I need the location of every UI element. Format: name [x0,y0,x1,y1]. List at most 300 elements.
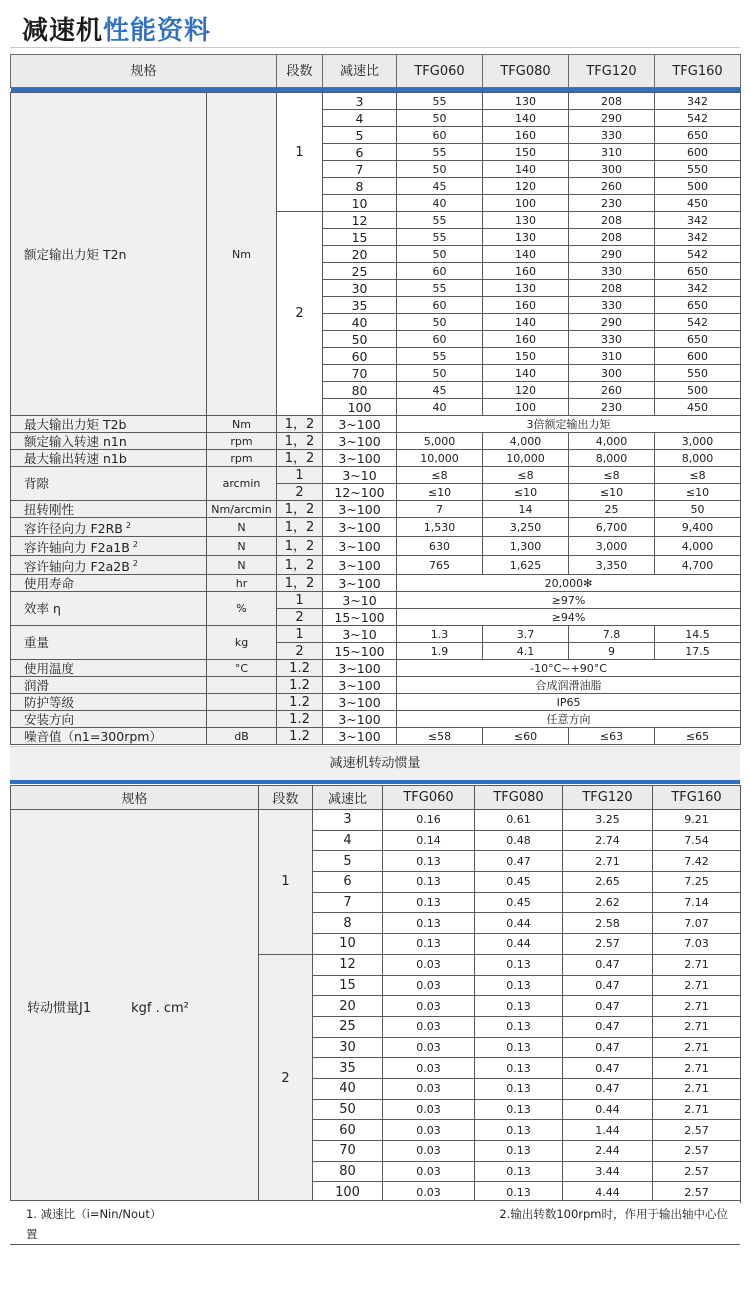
efficiency-row-stage: 2 [277,609,323,626]
value-cell: 0.13 [383,892,475,913]
axial-force-2-row-stage: 1，2 [277,556,323,575]
value-cell: 0.03 [383,1078,475,1099]
value-cell: 55 [397,212,483,229]
value-cell: 130 [483,280,569,297]
ratio-cell: 15 [323,229,397,246]
ratio-cell: 25 [313,1016,383,1037]
backlash-row-ratio: 3~10 [323,467,397,484]
value-cell: 1,625 [483,556,569,575]
stiffness-row-stage: 1，2 [277,501,323,518]
value-cell: 50 [397,365,483,382]
backlash-row-stage: 2 [277,484,323,501]
value-cell: 100 [483,399,569,416]
value-cell: 0.03 [383,1182,475,1203]
value-cell: 160 [483,297,569,314]
value-cell: 100 [483,195,569,212]
value-cell: 300 [569,365,655,382]
ratio-cell: 7 [313,892,383,913]
value-cell: 0.61 [475,810,563,831]
max-output-row-ratio: 3~100 [323,450,397,467]
value-cell: 2.71 [653,1099,741,1120]
weight-row-stage: 1 [277,626,323,643]
value-cell: 0.13 [475,1120,563,1141]
value-cell: 450 [655,399,741,416]
lubrication-row-label: 润滑 [11,677,207,694]
weight-row-label: 重量 [11,626,207,660]
mounting-row-label: 安装方向 [11,711,207,728]
noise-row-unit: dB [207,728,277,745]
value-cell: 7 [397,501,483,518]
value-cell: 160 [483,127,569,144]
header-model: TFG060 [383,786,475,810]
value-cell: ≤10 [569,484,655,501]
temperature-row-stage: 1.2 [277,660,323,677]
protection-row-unit [207,694,277,711]
value-cell: 0.03 [383,1099,475,1120]
value-cell: 600 [655,144,741,161]
value-cell: 130 [483,229,569,246]
value-cell: ≤8 [655,467,741,484]
axial-force-2-row-unit: N [207,556,277,575]
value-cell: 25 [569,501,655,518]
value-cell: 0.13 [383,913,475,934]
value-cell: 1,300 [483,537,569,556]
value-cell: 0.03 [383,1037,475,1058]
noise-row-ratio: 3~100 [323,728,397,745]
value-cell: 542 [655,246,741,263]
efficiency-row-ratio: 15~100 [323,609,397,626]
value-cell: 9,400 [655,518,741,537]
max-torque-row-value: 3倍额定输出力矩 [397,416,741,433]
footnote-ref: 2 [132,559,138,569]
weight-row-unit: kg [207,626,277,660]
value-cell: 650 [655,297,741,314]
value-cell: 6,700 [569,518,655,537]
value-cell: 0.13 [475,1099,563,1120]
protection-row-ratio: 3~100 [323,694,397,711]
value-cell: 0.48 [475,830,563,851]
header-stage: 段数 [277,55,323,88]
value-cell: 8,000 [655,450,741,467]
stiffness-row-label: 扭转刚性 [11,501,207,518]
inertia-table [10,785,741,1203]
radial-force-row [11,518,741,537]
value-cell: 2.57 [653,1141,741,1162]
ratio-cell: 20 [313,996,383,1017]
value-cell: 0.47 [563,1037,653,1058]
value-cell: ≤8 [397,467,483,484]
ratio-cell: 3 [313,810,383,831]
value-cell: 0.13 [475,1078,563,1099]
ratio-cell: 25 [323,263,397,280]
value-cell: 330 [569,263,655,280]
value-cell: ≤8 [483,467,569,484]
value-cell: 2.71 [653,1016,741,1037]
max-torque-row-unit: Nm [207,416,277,433]
ratio-cell: 8 [313,913,383,934]
lubrication-row [11,677,741,694]
header-model: TFG080 [475,786,563,810]
value-cell: 0.13 [475,1058,563,1079]
radial-force-row-ratio: 3~100 [323,518,397,537]
backlash-row-stage: 1 [277,467,323,484]
value-cell: 140 [483,246,569,263]
value-cell: 765 [397,556,483,575]
value-cell: 600 [655,348,741,365]
radial-force-row-unit: N [207,518,277,537]
value-cell: 150 [483,348,569,365]
ratio-cell: 50 [313,1099,383,1120]
value-cell: 4,700 [655,556,741,575]
value-cell: 45 [397,382,483,399]
inertia-unit: kgf . cm² [131,1000,189,1016]
ratio-cell: 50 [323,331,397,348]
value-cell: 230 [569,399,655,416]
value-cell: ≤10 [483,484,569,501]
value-cell: 130 [483,93,569,110]
ratio-cell: 10 [313,934,383,955]
ratio-cell: 100 [313,1182,383,1203]
efficiency-row-value: ≥97% [397,592,741,609]
footnote-1-continued: 置 [26,1227,38,1241]
max-torque-row-stage: 1，2 [277,416,323,433]
value-cell: 0.13 [383,851,475,872]
value-cell: 550 [655,365,741,382]
ratio-cell: 100 [323,399,397,416]
value-cell: 290 [569,110,655,127]
value-cell: 0.03 [383,975,475,996]
value-cell: 9.21 [653,810,741,831]
value-cell: 0.47 [563,954,653,975]
value-cell: 140 [483,314,569,331]
mounting-row-ratio: 3~100 [323,711,397,728]
axial-force-2-row [11,556,741,575]
value-cell: 50 [397,110,483,127]
value-cell: ≤10 [655,484,741,501]
value-cell: 140 [483,110,569,127]
inertia-header-row [11,786,741,810]
value-cell: 290 [569,246,655,263]
value-cell: 342 [655,212,741,229]
value-cell: 0.47 [563,1078,653,1099]
value-cell: 140 [483,365,569,382]
value-cell: 2.71 [653,1078,741,1099]
value-cell: 310 [569,348,655,365]
ratio-cell: 3 [323,93,397,110]
axial-force-1-row-ratio: 3~100 [323,537,397,556]
value-cell: 7.42 [653,851,741,872]
value-cell: ≤60 [483,728,569,745]
temperature-row-value: -10°C~+90°C [397,660,741,677]
backlash-row-ratio: 12~100 [323,484,397,501]
ratio-cell: 6 [313,872,383,893]
backlash-row-label: 背隙 [11,467,207,501]
title-divider [10,47,740,48]
value-cell: 4,000 [569,433,655,450]
value-cell: 2.57 [653,1120,741,1141]
stiffness-row [11,501,741,518]
ratio-cell: 8 [323,178,397,195]
value-cell: 330 [569,297,655,314]
value-cell: 230 [569,195,655,212]
header-ratio: 减速比 [323,55,397,88]
value-cell: 60 [397,127,483,144]
value-cell: 2.58 [563,913,653,934]
ratio-cell: 30 [313,1037,383,1058]
ratio-cell: 4 [323,110,397,127]
header-ratio: 减速比 [313,786,383,810]
value-cell: 45 [397,178,483,195]
ratio-cell: 35 [323,297,397,314]
value-cell: 10,000 [483,450,569,467]
header-spec: 规格 [11,786,259,810]
footnote-ref: 2 [125,521,131,530]
stage-1: 1 [277,93,323,212]
stiffness-row-unit: Nm/arcmin [207,501,277,518]
value-cell: 542 [655,110,741,127]
value-cell: 2.57 [653,1182,741,1203]
efficiency-row [11,592,741,609]
mounting-row [11,711,741,728]
ratio-cell: 70 [323,365,397,382]
value-cell: 0.47 [563,996,653,1017]
ratio-cell: 12 [313,954,383,975]
value-cell: 1.3 [397,626,483,643]
value-cell: 50 [397,314,483,331]
value-cell: 60 [397,297,483,314]
value-cell: 650 [655,127,741,144]
value-cell: 342 [655,229,741,246]
radial-force-row-stage: 1，2 [277,518,323,537]
mounting-row-value: 任意方向 [397,711,741,728]
value-cell: 5,000 [397,433,483,450]
value-cell: ≤58 [397,728,483,745]
value-cell: 2.71 [653,975,741,996]
protection-row-stage: 1.2 [277,694,323,711]
value-cell: 2.57 [653,1161,741,1182]
value-cell: 7.07 [653,913,741,934]
temperature-row-ratio: 3~100 [323,660,397,677]
value-cell: 40 [397,195,483,212]
ratio-cell: 6 [323,144,397,161]
value-cell: 0.03 [383,1141,475,1162]
value-cell: 0.03 [383,1161,475,1182]
ratio-cell: 7 [323,161,397,178]
value-cell: 0.47 [563,975,653,996]
inertia-label-text: 转动惯量J1 [27,1000,92,1016]
stage-1: 1 [259,810,313,955]
lubrication-row-value: 合成润滑油脂 [397,677,741,694]
value-cell: 0.13 [383,872,475,893]
value-cell: ≤63 [569,728,655,745]
efficiency-row-ratio: 3~10 [323,592,397,609]
value-cell: 140 [483,161,569,178]
max-torque-row [11,416,741,433]
header-model: TFG120 [569,55,655,88]
torque-label: 额定输出力矩 T2n [11,93,207,416]
stage-2: 2 [277,212,323,416]
page-title: 减速机性能资料 [22,16,212,46]
value-cell: 0.03 [383,996,475,1017]
value-cell: 55 [397,144,483,161]
max-output-row-stage: 1，2 [277,450,323,467]
mounting-row-stage: 1.2 [277,711,323,728]
value-cell: 0.13 [475,1037,563,1058]
value-cell: ≤10 [397,484,483,501]
torque-row [11,93,741,110]
efficiency-row-label: 效率 η [11,592,207,626]
efficiency-row-unit: % [207,592,277,626]
value-cell: 630 [397,537,483,556]
header-model: TFG120 [563,786,653,810]
value-cell: 1.44 [563,1120,653,1141]
value-cell: 0.13 [475,1141,563,1162]
value-cell: 2.62 [563,892,653,913]
lubrication-row-ratio: 3~100 [323,677,397,694]
mounting-row-unit [207,711,277,728]
ratio-cell: 80 [313,1161,383,1182]
value-cell: 0.13 [475,1182,563,1203]
max-torque-row-label: 最大输出力矩 T2b [11,416,207,433]
ratio-cell: 10 [323,195,397,212]
header-model: TFG160 [653,786,741,810]
axial-force-1-row-unit: N [207,537,277,556]
value-cell: 2.74 [563,830,653,851]
value-cell: 4,000 [655,537,741,556]
value-cell: 10,000 [397,450,483,467]
ratio-cell: 20 [323,246,397,263]
value-cell: 4,000 [483,433,569,450]
rated-input-row-stage: 1，2 [277,433,323,450]
header-model: TFG160 [655,55,741,88]
value-cell: 50 [655,501,741,518]
value-cell: 650 [655,263,741,280]
header-model: TFG060 [397,55,483,88]
value-cell: 0.47 [563,1016,653,1037]
spec-table [10,54,741,745]
footnote-ref: 2 [132,540,138,550]
value-cell: 0.03 [383,954,475,975]
value-cell: 2.71 [653,1058,741,1079]
value-cell: 4.44 [563,1182,653,1203]
ratio-cell: 40 [323,314,397,331]
torque-unit: Nm [207,93,277,416]
life-row-value: 20,000✻ [397,575,741,592]
value-cell: 7.8 [569,626,655,643]
value-cell: 3,250 [483,518,569,537]
value-cell: 450 [655,195,741,212]
value-cell: 2.71 [653,996,741,1017]
value-cell: 2.44 [563,1141,653,1162]
value-cell: 0.13 [475,1016,563,1037]
value-cell: 2.71 [653,1037,741,1058]
value-cell: 0.44 [475,934,563,955]
life-row [11,575,741,592]
noise-row-stage: 1.2 [277,728,323,745]
value-cell: 542 [655,314,741,331]
max-output-row [11,450,741,467]
ratio-cell: 70 [313,1141,383,1162]
backlash-row-unit: arcmin [207,467,277,501]
value-cell: 120 [483,178,569,195]
value-cell: 40 [397,399,483,416]
ratio-cell: 5 [323,127,397,144]
value-cell: 260 [569,382,655,399]
life-row-unit: hr [207,575,277,592]
efficiency-row-stage: 1 [277,592,323,609]
axial-force-1-row-label-text: 容许轴向力 F2a1B [24,540,130,556]
radial-force-row-label [11,518,207,537]
value-cell: 0.44 [475,913,563,934]
value-cell: 120 [483,382,569,399]
protection-row [11,694,741,711]
weight-row-ratio: 3~10 [323,626,397,643]
ratio-cell: 12 [323,212,397,229]
axial-force-1-row-label [11,537,207,556]
value-cell: 4.1 [483,643,569,660]
inertia-label [11,810,259,1203]
value-cell: 0.16 [383,810,475,831]
value-cell: 0.13 [475,1161,563,1182]
ratio-cell: 30 [323,280,397,297]
value-cell: 0.13 [383,934,475,955]
value-cell: 0.03 [383,1120,475,1141]
value-cell: 2.57 [563,934,653,955]
life-row-stage: 1，2 [277,575,323,592]
value-cell: 7.14 [653,892,741,913]
value-cell: 2.65 [563,872,653,893]
value-cell: 150 [483,144,569,161]
backlash-row [11,467,741,484]
value-cell: 7.03 [653,934,741,955]
value-cell: 7.25 [653,872,741,893]
header-model: TFG080 [483,55,569,88]
value-cell: 208 [569,280,655,297]
protection-row-value: IP65 [397,694,741,711]
axial-force-2-row-label-text: 容许轴向力 F2a2B [24,559,130,575]
rated-input-row [11,433,741,450]
value-cell: ≤8 [569,467,655,484]
value-cell: 0.45 [475,892,563,913]
value-cell: 14.5 [655,626,741,643]
weight-row [11,626,741,643]
ratio-cell: 35 [313,1058,383,1079]
temperature-row-unit: °C [207,660,277,677]
noise-row [11,728,741,745]
value-cell: 0.47 [475,851,563,872]
efficiency-row-value: ≥94% [397,609,741,626]
value-cell: 2.71 [653,954,741,975]
axial-force-1-row-stage: 1，2 [277,537,323,556]
value-cell: 60 [397,331,483,348]
weight-row-stage: 2 [277,643,323,660]
value-cell: 60 [397,263,483,280]
ratio-cell: 80 [323,382,397,399]
value-cell: 500 [655,178,741,195]
ratio-cell: 15 [313,975,383,996]
value-cell: 0.03 [383,1016,475,1037]
value-cell: 55 [397,348,483,365]
value-cell: 0.14 [383,830,475,851]
value-cell: 50 [397,246,483,263]
value-cell: 0.13 [475,954,563,975]
stage-2: 2 [259,954,313,1202]
max-output-row-label: 最大输出转速 n1b [11,450,207,467]
stiffness-row-ratio: 3~100 [323,501,397,518]
header-stage: 段数 [259,786,313,810]
temperature-row [11,660,741,677]
value-cell: 55 [397,93,483,110]
